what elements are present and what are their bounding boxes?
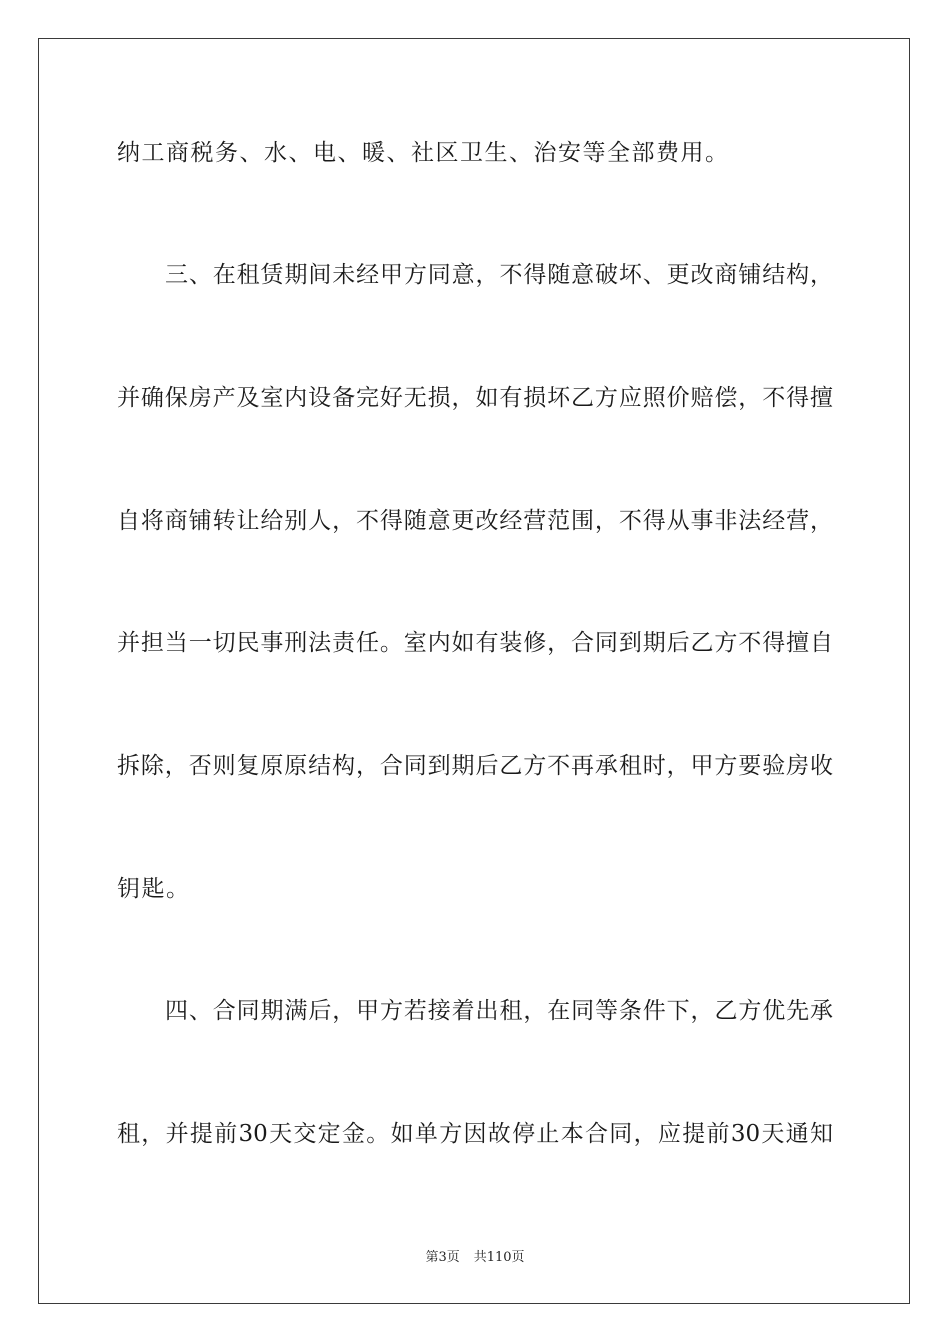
text-line: 钥匙。	[117, 876, 191, 902]
page-number: 第3页	[425, 1250, 460, 1265]
text-line: 纳工商税务、水、电、暖、社区卫生、治安等全部费用。	[117, 140, 730, 166]
text-line: 并确保房产及室内设备完好无损，如有损坏乙方应照价赔偿，不得擅	[117, 385, 833, 411]
page-total: 共110页	[473, 1250, 525, 1265]
text-line: 自将商铺转让给别人，不得随意更改经营范围，不得从事非法经营，	[117, 508, 833, 534]
text-line: 拆除，否则复原原结构，合同到期后乙方不再承租时，甲方要验房收	[117, 753, 833, 779]
text-line: 租，并提前30天交定金。如单方因故停止本合同，应提前30天通知	[117, 1121, 833, 1147]
paragraph-four-start: 四、合同期满后，甲方若接着出租，在同等条件下，乙方优先承	[165, 998, 833, 1024]
page-footer	[0, 1246, 950, 1265]
text-line: 并担当一切民事刑法责任。室内如有装修，合同到期后乙方不得擅自	[117, 630, 833, 656]
page-border	[38, 38, 910, 1304]
paragraph-three-start: 三、在租赁期间未经甲方同意，不得随意破坏、更改商铺结构，	[165, 262, 833, 288]
